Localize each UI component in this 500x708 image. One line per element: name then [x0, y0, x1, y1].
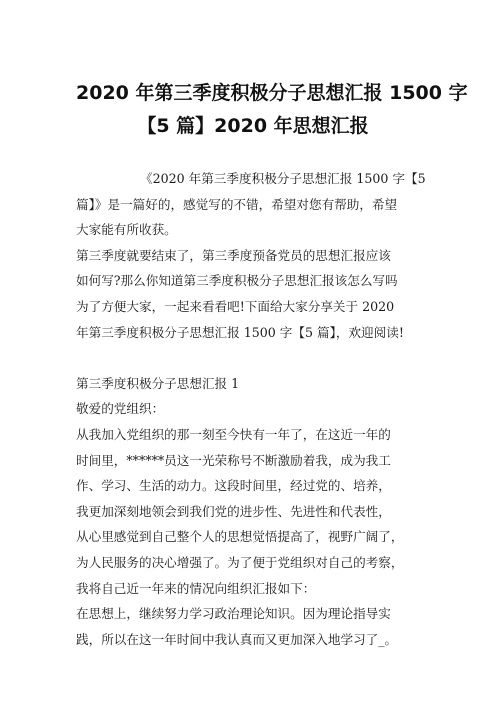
- text-line: 篇】》是一篇好的，感觉写的不错，希望对您有帮助，希望: [76, 196, 398, 212]
- text-line: 为人民服务的决心增强了。为了便于党组织对自己的考察，: [76, 554, 404, 570]
- text-line: 第三季度就要结束了，第三季度预备党员的思想汇报应该: [76, 247, 391, 263]
- body-paragraph: [76, 422, 430, 601]
- text-line: 在思想上，继续努力学习政治理论知识。因为理论指导实: [76, 606, 391, 622]
- paragraph-gap: [76, 345, 430, 371]
- lead-paragraph: [76, 243, 430, 345]
- text-line: 敬爱的党组织：: [76, 401, 165, 417]
- text-line: 年第三季度积极分子思想汇报 1500 字【5 篇】，欢迎阅读!: [76, 324, 404, 340]
- text-line: 如何写?那么你知道第三季度积极分子思想汇报该怎么写吗: [76, 273, 398, 289]
- document-body: [76, 166, 430, 652]
- document-title: [76, 0, 468, 143]
- text-line: 我将自己近一年来的情况向组织汇报如下：: [76, 580, 316, 596]
- text-line: 从我加入党组织的那一刻至今快有一年了，在这近一年的: [76, 426, 391, 442]
- section-heading: [76, 371, 430, 397]
- text-line: 作、学习、生活的动力。这段时间里，经过党的、培养，: [76, 478, 391, 494]
- text-line: 我更加深刻地领会到我们党的进步性、先进性和代表性，: [76, 503, 391, 519]
- text-line: 为了方便大家，一起来看看吧!下面给大家分享关于 2020: [76, 298, 395, 314]
- body-paragraph: [76, 601, 430, 652]
- text-line: 第三季度积极分子思想汇报 1: [76, 375, 240, 391]
- text-line: 时间里，******员这一光荣称号不断激励着我，成为我工: [76, 452, 391, 468]
- title-line: 2020 年第三季度积极分子思想汇报 1500 字: [76, 82, 468, 104]
- title-line: 【5 篇】2020 年思想汇报: [137, 115, 369, 137]
- text-line: 践，所以在这一年时间中我认真而又更加深入地学习了_。: [76, 631, 398, 647]
- text-line: 《2020 年第三季度积极分子思想汇报 1500 字【5: [140, 171, 426, 186]
- salutation: [76, 396, 430, 422]
- intro-paragraph: [76, 166, 430, 243]
- text-line: 从心里感觉到自己整个人的思想觉悟提高了，视野广阔了，: [76, 529, 404, 545]
- text-line: 大家能有所收获。: [76, 222, 177, 238]
